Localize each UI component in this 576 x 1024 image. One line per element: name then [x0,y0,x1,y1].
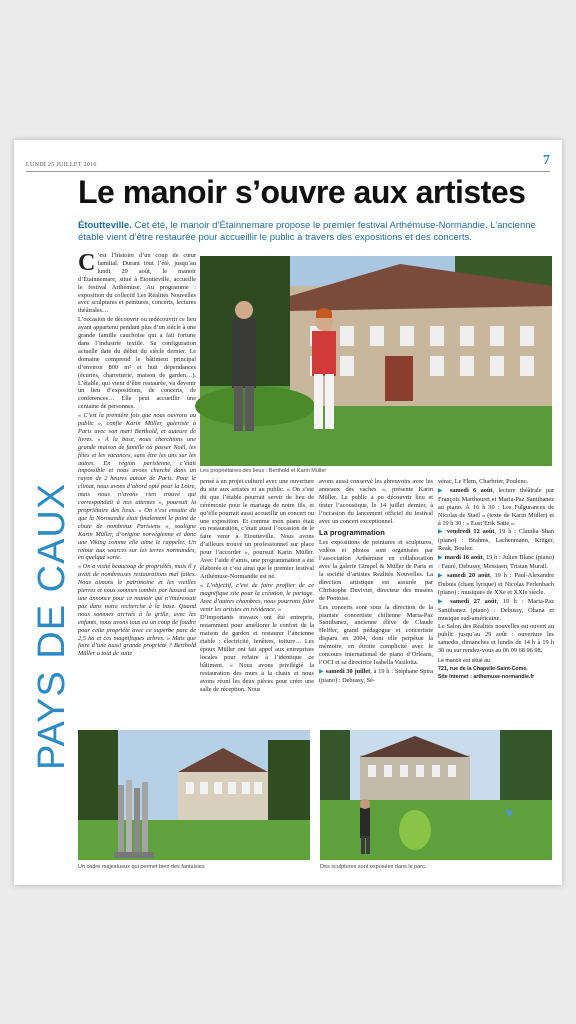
programme-event [438,528,554,553]
newspaper-page [14,140,562,885]
programme-event [438,487,554,528]
event-text: , à 19 h : Stéphane Spira (piano) : Debussy, Sé- [319,667,433,684]
col2-paragraph: « L’objectif, c’est de faire profiter de ce magnifique site pour la création, le partage. Avec d’autres chambres, nous pourrons faire venir les artistes en résidence. » [200,581,314,613]
page-header [26,153,550,172]
event-day: mardi 16 août [444,554,483,562]
programme-event [438,598,554,623]
event-day: samedi 27 août [450,597,497,605]
programme-event [438,572,554,597]
triangle-bullet-icon: ▶ [319,668,324,675]
col3-paragraph: avons aussi conservé les abreuvoirs avec les anneaux des vaches », présente Karin Müller. Le public a pu découvrir lieu et tester l’acoustique, le 14 juillet dernier, à l’occasion du lancement officiel du festival avec un concert exceptionnel. [319,478,433,525]
col3-paragraph: Les concerts sont sous la direction de la pianiste concertiste chilienne Maria-Paz Santibanez, ancienne élève de Claude Helffer, grand pédagogue et concertiste disparu en 2004, dont elle perpétue la mémoire, en étroite complicité avec le concours international de piano d’Orléans, l’OCI et sa directrice Isabella Vasilotta. [319,603,433,666]
triangle-bullet-icon: ▶ [438,529,444,536]
page-number: 7 [543,153,550,168]
dropcap: C [78,250,96,276]
lede [78,220,554,244]
programme-event [319,668,433,685]
col3-paragraph: Les expositions de peintures et sculptures, vidéos et photos sont organisées par l’association Arthémuse en collaboration avec la galerie Gimpel & Müller de Paris et la société d’artistes Réalités Nouvelles. La direction artistique est assurée par Christophe Duvivier, directeur des musées de Pontoise. [319,539,433,602]
event-day: samedi 6 août [449,486,493,494]
programme-subhead: La programmation [319,528,385,538]
col1-paragraph: L’occasion de découvrir ou redécouvrir ce lieu ayant appartenu pendant plus d’un siècle à une grande famille cauchoise qui a fait fortune dans l’industrie textile. Sa configuration actuelle date du début du siècle dernier. Le domaine comprend le bâtiment principal d’environ 800 m² et huit dépendances (écuries, charretterie, maison de garden…). L’étable, qui vient d’être restaurée, va devenir un lieu d’expositions, de concerts, de conférences… Elle peut accueillir une centaine de personnes. [78,316,196,411]
col2-paragraph: D’importants travaux ont été entrepris, notamment pour améliorer le confort de la maison de garden et restaurer l’ancienne étable : électricité, fenêtres, toiture… Les époux Müller ont fait appel aux entreprises locales pour refaire à l’identique ce bâtiment. « Nous avons privilégié la restauration des murs à la chaux et nous avons réuni les deux pièces pour créer une salle de réception. Nous [200,614,314,693]
event-text: , 19 h : Paul-Alexandre Dubois (chant lyrique) et Nicolas Ferlenbach (piano) : musiques de XXe et XXIe siècle. [438,571,555,596]
issue-date: LUNDI 25 JUILLET 2016 [26,162,97,168]
event-text: , 19 h : Maria-Paz Santibanez (piano) : Debussy, Ohana et musique sud-américaine. [438,597,555,622]
lede-text: Cet été, le manoir d’Étainnemare propose le premier festival Arthémuse-Normandie. L’ancienne étable vient d’être restaurée pour accueillir le public à travers des expositions et des concerts. [78,220,536,243]
col4-intro: vérac, Le Flem, Charbrier, Poulenc. [438,478,528,485]
article-column-1 [78,252,196,726]
photo-park-sculptures-image [320,730,552,860]
photo-manor-sculpture-caption: Un cadre majestueux qui permet bien des fantaisies [78,864,205,870]
photo-park-sculptures [320,730,552,860]
address-line: 721, rue de la Chapelle-Saint-Come. [438,665,528,672]
photo-owners-image [200,256,552,466]
triangle-bullet-icon: ▶ [438,572,444,579]
triangle-bullet-icon: ▶ [438,555,443,562]
lede-place: Étoutteville. [78,220,132,231]
event-text: , 19 h : Julien Blanc (piano) : Fauré, Debussy, Messiaen, Tristan Murail. [438,554,554,571]
event-text: , 19 h : Claudia Shan (piano) : Brahms, Lachenmann, Krüger, Reak, Boulez. [438,528,554,553]
article-column-4 [438,478,554,726]
address-note [438,658,554,682]
article-column-2 [200,478,314,726]
event-text: , lecture théâtrale par François Marthouret et Maria-Paz Santibanez au piano. À 16 h 30 : Les Fulgurances de Nicolas de Staël » (texte de Karin Müller) et à 19 h 30 : « Eust’Erik Satie ». [438,486,555,527]
section-label [31,380,74,770]
col2-paragraph: pensé à un projet culturel avec une ouverture du site aux artistes et au public. « On s’est dit que l’étable pourrait servir de lieu de cérémonie pour le mariage de notre fils, et qu’elle pourrait aussi accueillir un concert ou une exposition. Et comme mon piano était en restauration, c’était aussi l’occasion de le faire venir à Étoutteville. Nous avons d’ailleurs trouvé un professionnel sur place pour l’accorder », poursuit Karin Müller. Avec l’aide d’amis, une programmation a été élaborée et c’est ainsi que le premier festival Arthémuse-Normandie est né. [200,478,314,580]
col4-closing: Le Salon des Réalités nouvelles est ouvert au public jusqu’au 29 août : ouverture les samedis, dimanches et lundis de 14 h à 19 h 30 ou sur rendez-vous au 06 09 68 96 98. [438,623,554,655]
address-line: Le manoir est situé au [438,658,491,665]
headline: Le manoir s’ouvre aux artistes [78,174,526,210]
col1-paragraph: « On a visité beaucoup de propriétés, mais il y avait de nombreuses restaurations mal faites. Nous aimons le patrimoine et les vieilles pierres et nous sommes tombés par hasard sur une annonce pour ce manoir qui n’intéressait pas dans notre recherche à la base. Quand nous sommes arrivés à la grille, avec les enfants, nous avons tous eu un coup de foudre pour cette propriété avec ce superbe parc de 2,5 ha et ces magnifiques arbres. » Mais que faire d’une aussi grande propriété ? Berthold Müller a tout de suite [78,563,196,658]
event-day: samedi 20 août [446,571,490,579]
photo-park-sculptures-caption: Des sculptures sont exposées dans le parc. [320,864,427,870]
section-label-text: PAYS DE CAUX [31,482,73,770]
article-column-3 [319,478,433,726]
programme-event [438,554,554,571]
event-day: samedi 30 juillet [325,667,371,675]
col1-paragraph: « C’est la première fois que nous ouvrons au public », confie Karin Müller, galeriste à Paris avec son mari Berthold, et auteure de livres. « À la base, nous cherchions une grande maison de famille où passer Noël, les fêtes et les vacances, sans être les uns sur les autres. En région parisienne, c’était impossible et nous avons cherché dans un rayon de 2 heures autour de Paris. Pour le climat, nous avons d’abord opté pour la Loire, mais nous n’avons rien trouvé qui correspondait à nos attentes », poursuit la propriétaire des lieux. « On s’est ensuite dit que la Normandie était finalement le point de chute de nombreux Parisiens », souligne Karin Müller, d’origine norvégienne et donc une Viking comme elle aime le rappeler. Un retour aux sources sur les terres normandes, en quelque sorte. [78,412,196,562]
photo-owners-caption: Les propriétaires des lieux : Berthold et Karin Müller [200,468,327,474]
event-day: vendredi 12 août [446,528,495,536]
triangle-bullet-icon: ▶ [438,487,446,494]
triangle-bullet-icon: ▶ [438,598,446,605]
website-line: Site Internet : arthemuse-normandie.fr [438,673,535,680]
photo-owners [200,256,552,466]
photo-manor-sculpture [78,730,310,860]
col1-paragraph: ’est l’histoire d’un coup de cœur familial. Durant tout l’été, jusqu’au lundi 29 août, le manoir d’Étainnemare, situé à Étoutteville, accueille le festival Arthémuse. Au programme : exposition du collectif Les Réalités Nouvelles avec sculptures et peintures, concerts, lectures théâtrales… [78,252,196,315]
photo-manor-sculpture-image [78,730,310,860]
